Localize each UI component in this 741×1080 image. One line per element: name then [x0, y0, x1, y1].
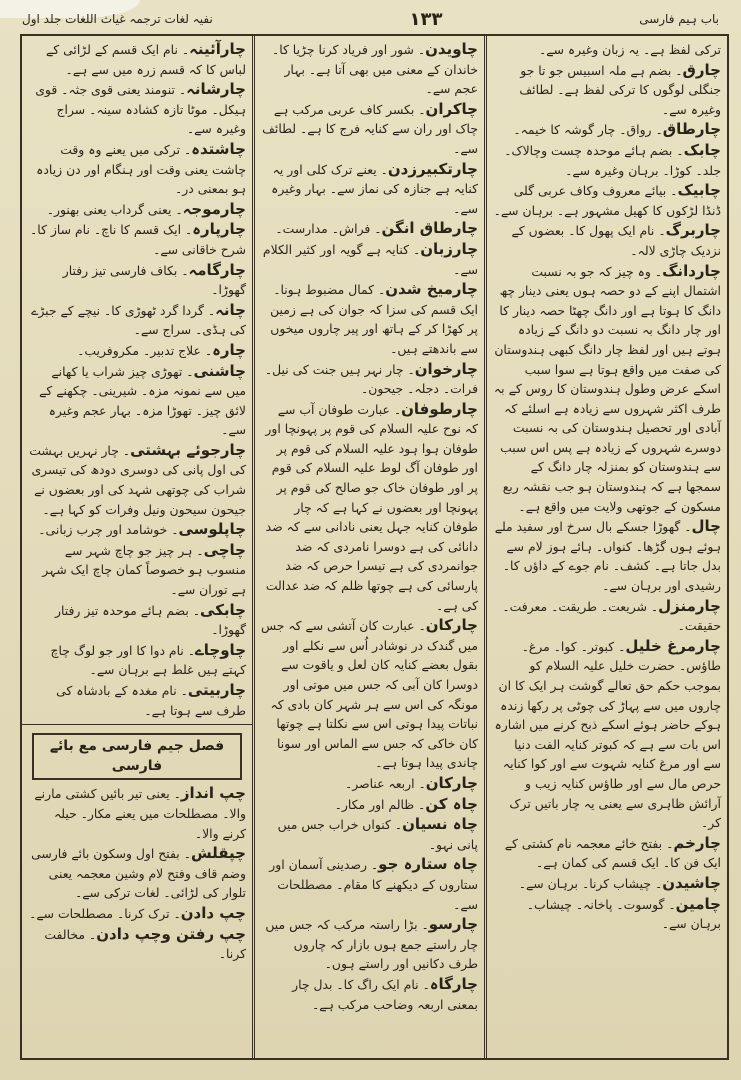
- dictionary-entry: [28, 200, 246, 220]
- entry-headword: چارموجہ: [182, 199, 246, 218]
- dictionary-entry: [261, 975, 478, 1014]
- column-middle: [255, 36, 487, 1058]
- dictionary-entry: [493, 61, 721, 120]
- entry-headword: چارکان: [425, 773, 478, 792]
- entry-headword: چابک: [683, 140, 721, 159]
- dictionary-entry: [261, 815, 478, 854]
- entry-definition: ۔ بفتح اول وسکون بائے فارسی وضم قاف وفتح لام وشین معجمہ یعنی تلوار کی لڑائی۔ لغات ترکی سے۔: [31, 846, 246, 901]
- dictionary-entry: [28, 261, 246, 300]
- entry-headword: چارآئینہ: [189, 40, 246, 58]
- entry-definition: ۔ تنومند یعنی قوی جثہ۔ قوی ہیکل۔ موٹا تازہ کشادہ سینہ۔ سراج وغیرہ سے۔: [35, 82, 246, 137]
- entry-definition: ترکی لفظ ہے۔ یہ زبان وغیرہ سے۔: [539, 42, 721, 57]
- dictionary-entry: [493, 40, 721, 60]
- dictionary-entry: [261, 915, 478, 974]
- dictionary-entry: [28, 681, 246, 720]
- section-title-box: فصل جیم فارسی مع بائے فارسی: [32, 733, 242, 780]
- dictionary-entry: [493, 597, 721, 636]
- dictionary-entry: [28, 80, 246, 139]
- entry-headword: چارگاہ: [429, 974, 478, 993]
- dictionary-entry: [261, 160, 478, 219]
- entry-definition: ۔ ظالم اور مکار۔: [334, 796, 426, 812]
- entry-headword: چارطاق: [662, 120, 721, 139]
- entry-definition: ۔ یعنے ترک کلی اور یہ کنایہ ہے جنازہ کی نماز سے۔ بہار وغیرہ سے۔: [271, 161, 478, 216]
- dictionary-entry: [261, 100, 478, 159]
- entry-definition: ۔ بضم ہائے موحدہ چست وچالاک۔ جلد۔ کوڑا۔ برہان وغیرہ سے۔: [504, 142, 721, 178]
- entry-headword: چپ دادن: [180, 903, 246, 922]
- entry-definition: ۔ چار نہر ہیں جنت کی نیل۔ فرات۔ دجلہ۔ جیحون۔: [264, 361, 478, 397]
- dictionary-entry: [261, 219, 478, 239]
- entry-definition: ۔ رواق۔ چار گوشہ کا خیمہ۔: [513, 122, 663, 138]
- entry-headword: چاربرگ: [665, 221, 721, 240]
- column-right: [487, 36, 727, 1058]
- header-left-title: نفیہ لغات ترجمہ غیاث اللغات جلد اول: [22, 12, 213, 26]
- dictionary-entry: [28, 140, 246, 199]
- entry-definition: ۔ علاج تدبیر۔ مکروفریب۔: [77, 342, 213, 358]
- entry-headword: چارشانہ: [186, 80, 246, 99]
- entry-definition: ۔ چیشاب کرنا۔ برہان سے۔: [518, 875, 663, 891]
- entry-definition: ۔ بضم ہائے موحدہ تیز رفتار گھوڑا۔: [54, 602, 246, 638]
- dictionary-entry: [493, 181, 721, 220]
- dictionary-entry: [493, 517, 721, 595]
- dictionary-entry: [261, 616, 478, 773]
- dictionary-entry: [28, 844, 246, 903]
- dictionary-entry: [493, 221, 721, 260]
- dictionary-entry: [493, 262, 721, 517]
- entry-headword: چارجوئے بہشتی: [130, 440, 246, 459]
- entry-definition: ۔ شور اور فریاد کرنا چڑیا کا۔ خاندان کے معنی میں بھی آتا ہے۔ بہار عجم سے۔: [271, 42, 478, 97]
- entry-definition: ۔ گھوڑا جسکے بال سرخ اور سفید ملے ہوئے ہوں گڑھا۔ کنواں۔ ہائے ہوز لام سے بدل جاتا ہے۔ کشف۔ نام جوے کے داؤں کا۔ رشیدی اور برہان سے۔: [494, 519, 721, 594]
- dictionary-entry: [28, 362, 246, 440]
- entry-definition: ۔ رصدینی آسمان اور ستاروں کے دیکھنے کا مقام۔ مصطلحات سے۔: [269, 857, 478, 912]
- entry-definition: ۔ بفتح خائے معجمہ نام کشتی کے ایک فن کا۔ ایک قسم کی کمان ہے۔: [504, 835, 721, 871]
- dictionary-entry: [261, 240, 478, 279]
- entry-definition: ۔ ترکی میں یعنے وہ وقت چاشت یعنی وقت اور ہنگام اور دن زیادہ ہو بمعنی در۔: [36, 141, 246, 197]
- dictionary-entry: [28, 40, 246, 79]
- entry-definition: ۔ چار نہریں بہشت کی اول پانی کی دوسری دودھ کی تیسری شراب کی چوتھی شہد کی اور بعضوں نے جیحون سیحون ونیل وفرات کو کہا ہے۔: [29, 442, 246, 517]
- entry-headword: چارخم: [673, 833, 721, 852]
- entry-headword: چارپارہ: [192, 220, 246, 239]
- section-divider: [22, 724, 252, 725]
- entry-definition: ۔ گردا گرد ٹھوڑی کا۔ نیچے کے جبڑے کی ہڈی۔ سراج سے۔: [31, 302, 246, 338]
- dictionary-entry: [493, 120, 721, 140]
- entry-definition: ۔ شریعت۔ طریقت۔ معرفت۔ حقیقت۔: [502, 598, 721, 634]
- entry-headword: چاربیتی: [187, 681, 246, 699]
- dictionary-entry: [261, 40, 478, 99]
- dictionary-entry: [493, 834, 721, 873]
- entry-headword: چارکان: [425, 616, 478, 635]
- entry-definition: ۔ ہر چیز جو چاچ شہر سے منسوب ہو خصوصاً کمان چاچ ایک شہر ہے توران سے۔: [42, 542, 246, 598]
- entry-definition: ۔ نام ایک راگ کا۔ بدل چار بمعنی اربعہ وضاحب مرکب ہے۔: [292, 976, 478, 1012]
- entry-definition: ۔ بیائے معروف وکاف عربی گلی ڈنڈا لڑکوں کا کھیل مشہور ہے۔ برہان سے۔: [493, 183, 721, 218]
- entry-headword: چپ انداز: [180, 784, 246, 803]
- dictionary-entry: [28, 641, 246, 680]
- column-left: [22, 36, 255, 1058]
- dictionary-entry: [28, 301, 246, 340]
- entry-definition: ۔ نام دوا کا اور جو لوگ چاچ کہتے ہیں غلط ہے برہان سے۔: [50, 642, 246, 678]
- entry-definition: ۔ نام مغدہ کے بادشاہ کی طرف سے ہوتا ہے۔: [56, 683, 246, 718]
- entry-headword: چاشیدن: [662, 873, 721, 892]
- page-number: ۱۳۳: [409, 8, 443, 30]
- entry-headword: چابکی: [200, 600, 246, 619]
- entry-headword: چپ رفتن وچپ دادن: [96, 924, 246, 943]
- entry-definition: ۔ خوشامد اور چرب زبانی۔: [38, 522, 179, 538]
- entry-headword: چارزبان: [420, 239, 478, 258]
- entry-headword: چامین: [675, 894, 721, 913]
- dictionary-entry: [261, 400, 478, 616]
- entry-definition: ۔ وہ چیز کہ جو بہ نسبت اشتمال اپنے کے دو حصہ ہوں یعنی دینار چھ دانگ کا ہوتا ہے اور دانگ چھٹا حصہ دینار کا اور چار دانگ بہ نسبت دو دانگ کے زیادہ ہوتے ہیں اور لفظ چار دانگ کبھی ہندوستان کی صفت میں واقع ہوتا ہے سوا سبب اسکے عرض وطول ہندوستان کا روس کے بہ طرف اکثر شہروں سے زیادہ ہے اسلئے کہ آبادی اور تحصیل ہندوستان کی بہ نسبت دوسرے شہروں کے زیادہ ہے پس اس سبب سے ہندوستان کو بمنزلہ چار دانگ کے سمجھا ہے کہ ہندوستان ہو جب نقشہ ربع مسکون کے جوتھی ولایت میں واقع ہے۔: [493, 263, 721, 514]
- entry-headword: چارہ: [212, 340, 246, 359]
- entry-headword: چارمنزل: [658, 596, 721, 615]
- entry-definition: ۔ یعنی تیر بائیں کشتی مارنے والا۔ مصطلحات میں یعنے مکار۔ حیلہ کرنے والا۔: [34, 786, 246, 841]
- dictionary-entry: [261, 280, 478, 358]
- entry-headword: چارخوان: [414, 359, 478, 378]
- entry-headword: چاہ ستارہ جو: [378, 855, 478, 874]
- entry-definition: ۔ ترک کرنا۔ مصطلحات سے۔: [29, 905, 181, 921]
- entry-headword: چارطاق انگن: [381, 219, 478, 238]
- entry-definition: ۔ ایک قسم کا ناچ۔ نام ساز کا۔ شرح خاقانی سے۔: [30, 222, 246, 257]
- dictionary-entry: [28, 904, 246, 924]
- dictionary-entry: [493, 895, 721, 934]
- entry-definition: ۔ کنواں خراب جس میں پانی نہو۔: [277, 817, 478, 852]
- entry-definition: ۔ بضم ہے ملہ اسبیس جو تا جو جنگلی لوگوں کا ترکی لفظ ہے۔ لطائف وغیرہ سے۔: [519, 62, 721, 117]
- entry-definition: ۔ عبارت طوفان آب سے کہ نوح علیہ السلام کی قوم پر پہونچا اور طوفان ہوا ہود علیہ السلام کی قوم پر اور طوفان آگ لوط علیہ السلام کی قوم پر اور طوفان خاک جو صالح کی قوم پر پہونچا اور بعضوں نے کہا ہے کہ چار طوفان کنایہ جہل یعنی نادانی سے کہ ضد دانائی کی ہے دوسرا نامردی کہ ضد جوانمردی کی ہے تیسرا حرص کہ ضد پارسائی کی ہے چوتھا ظلم کہ ضد عدالت کی ہے۔: [265, 401, 478, 613]
- dictionary-entry: [261, 855, 478, 914]
- entry-definition: ۔ یعنی گرداب یعنی بھنور۔: [46, 201, 183, 217]
- entry-headword: چارتکبیرزدن: [387, 159, 478, 178]
- entry-definition: ۔ گوسوت۔ پاخانہ۔ چیشاب۔ برہان سے۔: [526, 896, 721, 932]
- entry-headword: چپقلش: [190, 844, 246, 863]
- dictionary-entry: [28, 541, 246, 600]
- dictionary-entry: [261, 774, 478, 794]
- entry-definition: ۔ مخالفت کرنا۔: [44, 926, 246, 962]
- entry-definition: ۔ اربعہ عناصر۔: [344, 775, 426, 791]
- entry-definition: ۔ عبارت کان آتشی سے کہ جس میں گندک در نوشادر اُس سے نکلے اور بقول بعضے کنایہ کان لعل و یاقوت سے دوسرا کان آبی کہ جس میں موتی اور مونگہ کی اس سے ہر شہر کان بادی کہ نباتات پیدا ہوتی اس سے نکلتا ہے چوتھا کان خاکی کہ جس سے الماس اور سونا چاندی پیدا ہوتا ہے۔: [260, 618, 478, 771]
- page-frame: [20, 34, 729, 1060]
- entry-headword: چاکران: [425, 99, 478, 118]
- entry-definition: ۔ فراش۔ مدارست۔: [275, 221, 382, 237]
- dictionary-entry: [28, 220, 246, 259]
- entry-headword: چاپلوسی: [178, 520, 246, 539]
- entry-headword: چاشتدہ: [191, 139, 246, 158]
- dictionary-entry: [28, 601, 246, 640]
- entry-headword: چاویدن: [425, 40, 478, 58]
- entry-headword: چارگامہ: [188, 260, 246, 279]
- entry-headword: چاہ کن: [425, 794, 478, 813]
- dictionary-entry: [28, 341, 246, 361]
- entry-headword: چاردانگ: [662, 261, 721, 280]
- entry-definition: ۔ نام ایک قسم کے لڑائی کے لباس کا کہ قسم زرہ میں سے ہے۔: [45, 42, 246, 77]
- entry-definition: ۔ بکسر کاف عربی مرکب ہے چاک اور ران سے کنایہ فرج کا ہے۔ لطائف سے۔: [262, 101, 478, 156]
- entry-headword: چارمیخ شدن: [385, 280, 478, 299]
- entry-headword: چارق: [682, 60, 721, 79]
- dictionary-entry: [261, 360, 478, 399]
- entry-headword: چاوچاے: [195, 640, 246, 659]
- dictionary-entry: [28, 520, 246, 540]
- entry-definition: ۔ کنایہ ہے گویہ اور کثیر الکلام سے۔: [262, 241, 478, 277]
- entry-headword: چارطوفان: [401, 399, 478, 418]
- entry-headword: چابیک: [677, 181, 721, 200]
- entry-definition: ۔ بڑا راستہ مرکب کہ جس میں چار راستے جمع ہوں بازار کہ چاروں طرف دکانیں اور راستے ہوں۔: [265, 917, 478, 972]
- dictionary-entry: [493, 637, 721, 833]
- entry-headword: چاچی: [203, 540, 246, 559]
- entry-headword: چارمرغ خلیل: [625, 636, 721, 655]
- dictionary-entry: [261, 795, 478, 815]
- dictionary-entry: [493, 141, 721, 180]
- dictionary-entry: [28, 441, 246, 519]
- header-right-title: باب ہیم فارسی: [639, 12, 719, 26]
- dictionary-entry: [28, 784, 246, 843]
- entry-headword: چاشنی: [193, 361, 246, 380]
- entry-definition: ۔ نام ایک پھول کا۔ بعضوں کے نزدیک چاڑی لالہ۔: [511, 223, 721, 258]
- entry-headword: چارسو: [428, 915, 478, 934]
- dictionary-entry: [28, 925, 246, 964]
- dictionary-entry: [493, 874, 721, 894]
- page-header: [22, 6, 719, 32]
- entry-headword: چانہ: [215, 300, 246, 319]
- entry-definition: ۔ تھوڑی چیز شراب یا کھانے میں سے نمونہ مزہ۔ شیرینی۔ چکھنے کے لائق چیز۔ تھوڑا مزہ۔ بہار عجم وغیرہ سے۔: [39, 363, 246, 438]
- entry-definition: ۔ کبوتر۔ کوا۔ مرغ۔ طاؤس۔ حضرت خلیل علیہ السلام کو بموجب حکم حق تعالے گوشت ہر ایک کا ان چاروں میں سے پہاڑ کی چوٹی پر رکھا زندہ ہوکے حاضر ہوئے اسکے ذبح کرنے میں اشارہ اس بات سے ہے کہ کبوتر کنایہ الفت دنیا سے اور مرغ کنایہ شہوت سے اور کوا کنایہ حرص مال سے اور طاؤس کنایہ زیب و آرائش ظاہری سے یعنی یہ چار باتیں ترک کر۔: [494, 638, 721, 831]
- entry-definition: ۔ بکاف فارسی تیز رفتار گھوڑا۔: [62, 262, 246, 298]
- entry-headword: چال: [691, 517, 721, 536]
- entry-headword: چاہ نسیان: [402, 815, 478, 834]
- entry-definition: ۔ کمال مضبوط ہونا۔ ایک قسم کی سزا کہ جوان کی ہے زمین پر کھڑا کر کے ہاتھ اور پیر چاروں میخوں سے باندھتے ہیں۔: [270, 282, 478, 356]
